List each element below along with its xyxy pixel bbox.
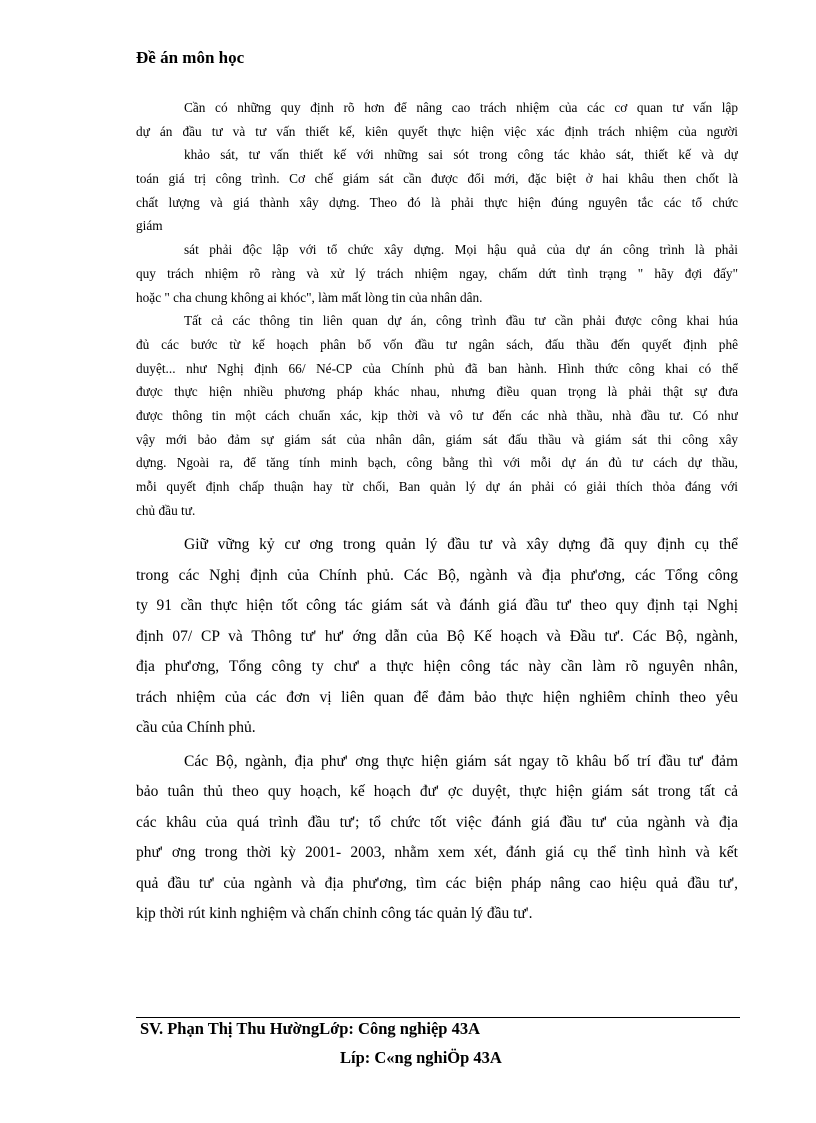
paragraph-line: dự án đầu tư và tư vấn thiết kế, kiên quyết thực hiện việc xác định trách nhiệm của người — [136, 123, 738, 139]
page-header: Đề án môn học — [136, 48, 245, 67]
paragraph-line: dựng. Ngoài ra, để tăng tính minh bạch, công bằng thì với mỗi dự án đủ tư cách dự thầu, — [136, 455, 738, 471]
paragraph-line: chất lượng và giá thành xây dựng. Theo đó là phải thực hiện đúng nguyên tắc các tổ chức — [136, 194, 738, 210]
footer-class-line: Líp: C«ng nghiÖp 43A — [340, 1048, 502, 1067]
paragraph-line: toán giá trị công trình. Cơ chế giám sát cần được đổi mới, đặc biệt ở hai khâu then chốt là — [136, 171, 738, 187]
paragraph-line: trách nhiệm của các đơn vị liên quan để đảm bảo thực hiện nghiêm chỉnh theo yêu — [136, 688, 738, 706]
paragraph — [136, 747, 738, 930]
paragraph-line: sát phải độc lập với tổ chức xây dựng. Mọi hậu quả của dự án công trình là phải — [184, 242, 738, 258]
paragraph-line: duyệt... như Nghị định 66/ Né-CP của Chính phủ đã ban hành. Hình thức công khai có thể — [136, 360, 738, 376]
paragraph-line: trong các Nghị định của Chính phủ. Các Bộ, ngành và địa phư'ơng, các Tổng công — [136, 566, 738, 584]
paragraph-line: các khâu của quá trình đầu tư'; tổ chức tốt việc đánh giá đầu tư' của ngành và địa — [136, 813, 738, 831]
paragraph-line: được thực hiện nhiều phương pháp khác nhau, nhưng điều quan trọng là phải thật sự đưa — [136, 384, 738, 400]
body-section-small — [136, 96, 738, 522]
paragraph-line: hoặc " cha chung không ai khóc", làm mất lòng tin của nhân dân. — [136, 289, 483, 305]
body-section-large — [136, 530, 738, 930]
footer-student-line: SV. Phạn Thị Thu HườngLớp: Công nghiệp 43A — [140, 1019, 480, 1038]
paragraph-line: được thông tin một cách chuẩn xác, kịp thời và vô tư đến các nhà thầu, nhà đầu tư. Có như — [136, 407, 738, 423]
paragraph — [136, 530, 738, 744]
paragraph-line: phư' ơng trong thời kỳ 2001- 2003, nhằm xem xét, đánh giá cụ thể tình hình và kết — [136, 844, 738, 862]
footer-rule — [136, 1017, 740, 1018]
paragraph-line: vậy mới bảo đảm sự giám sát của nhân dân, giám sát đấu thầu và giám sát thi công xây — [136, 431, 738, 447]
document-body — [136, 96, 738, 930]
paragraph-line: cầu của Chính phủ. — [136, 719, 256, 737]
paragraph-line: Tất cả các thông tin liên quan dự án, công trình đầu tư cần phải được công khai húa — [184, 313, 738, 329]
paragraph-line: mỗi quyết định chấp thuận hay từ chối, Ban quản lý dự án phải có giải thích thỏa đáng với — [136, 479, 738, 494]
paragraph-line: quả đầu tư' của ngành và địa phư'ơng, tìm các biện pháp nâng cao hiệu quả đầu tư', — [136, 874, 738, 892]
paragraph-line: kịp thời rút kinh nghiệm và chấn chỉnh công tác quản lý đầu tư'. — [136, 905, 533, 923]
paragraph-line: Giữ vững kỷ cư ơng trong quản lý đầu tư và xây dựng đã quy định cụ thể — [184, 536, 738, 554]
paragraph-line: Các Bộ, ngành, địa phư' ơng thực hiện giám sát ngay tõ khâu bố trí đầu tư' đảm — [184, 752, 738, 770]
paragraph-line: khảo sát, tư vấn thiết kế với những sai sót trong công tác khảo sát, thiết kế và dự — [184, 147, 738, 163]
paragraph-line: đủ các bước từ kế hoạch phân bổ vốn đầu tư ngân sách, đấu thầu đến quyết định phê — [136, 336, 738, 352]
paragraph-line: giám — [136, 218, 163, 234]
paragraph-line: quy trách nhiệm rõ ràng và xử lý trách nhiệm ngay, chấm dứt tình trạng " hãy đợi đấy" — [136, 265, 738, 281]
paragraph-line: ty 91 cần thực hiện tốt công tác giám sát và đánh giá đầu tư' theo quy định tại Nghị — [136, 597, 738, 615]
paragraph-line: địa phư'ơng, Tổng công ty chư' a thực hiện công tác này cần làm rõ nguyên nhân, — [136, 658, 738, 676]
paragraph — [136, 96, 738, 309]
paragraph — [136, 309, 738, 522]
paragraph-line: bảo tuân thủ theo quy hoạch, kế hoạch đư' ợc duyệt, thực hiện giám sát trong tất cả — [136, 783, 738, 801]
paragraph-line: Cần có những quy định rõ hơn để nâng cao trách nhiệm của các cơ quan tư vấn lập — [184, 100, 738, 115]
paragraph-line: chủ đầu tư. — [136, 502, 196, 518]
paragraph-line: định 07/ CP và Thông tư' hư' ớng dẫn của Bộ Kế hoạch và Đầu tư'. Các Bộ, ngành, — [136, 627, 738, 645]
